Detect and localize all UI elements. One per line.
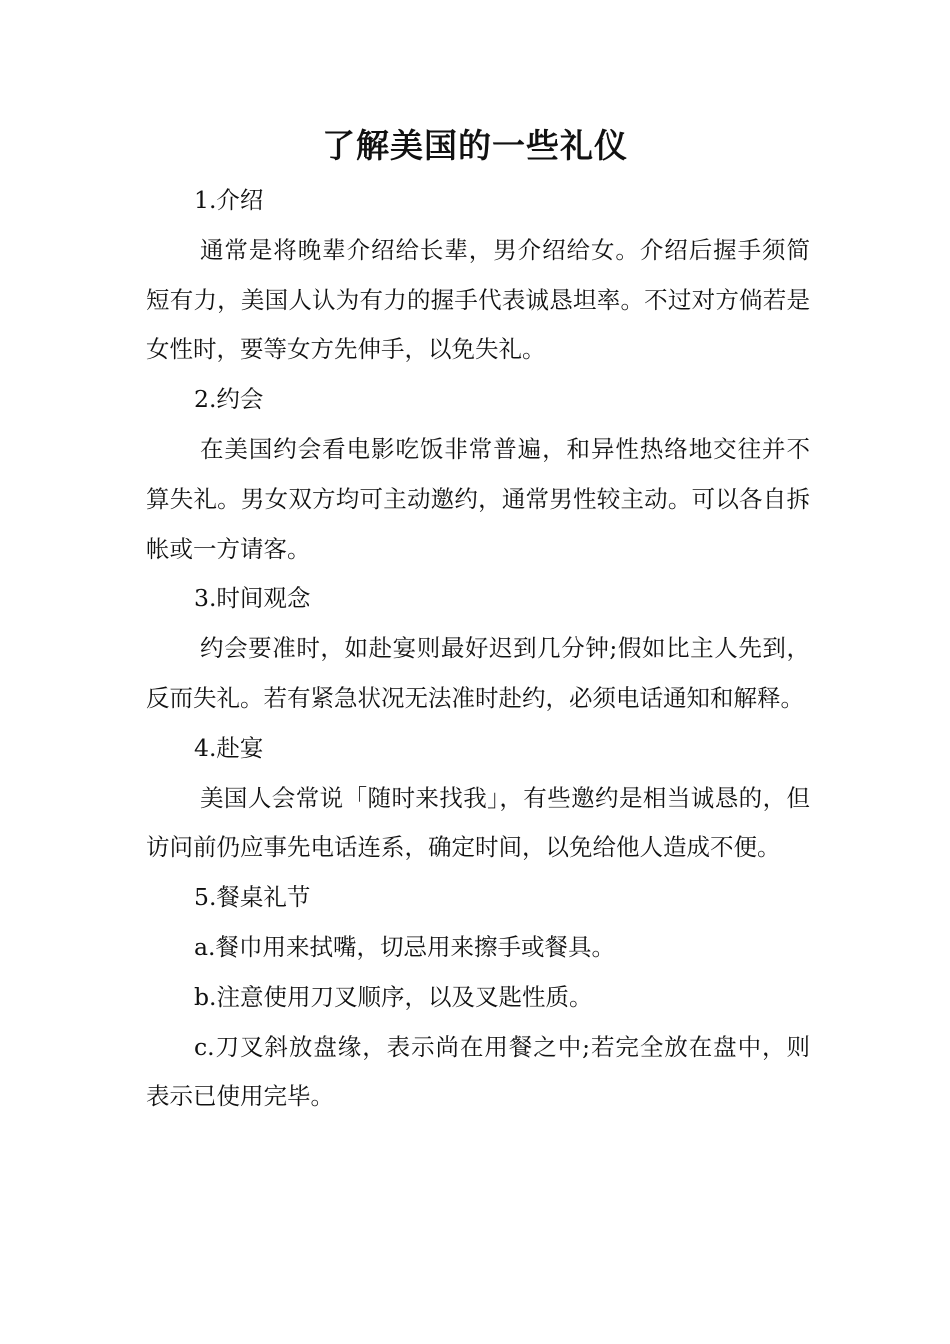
- list-item: c.刀叉斜放盘缘，表示尚在用餐之中;若完全放在盘中，则表示已使用完毕。: [146, 1032, 810, 1111]
- section-body-time: 约会要准时，如赴宴则最好迟到几分钟;假如比主人先到，反而失礼。若有紧急状况无法准时赴约，必须电话通知和解释。: [146, 634, 810, 712]
- section-heading-introduction: 1.介绍: [194, 186, 264, 214]
- list-item: a.餐巾用来拭嘴，切忌用来擦手或餐具。: [194, 932, 615, 961]
- section-heading-dating: 2.约会: [194, 385, 264, 414]
- section-body-banquet: 美国人会常说「随时来找我」，有些邀约是相当诚恳的，但访问前仍应事先电话连系，确定时间，以免给他人造成不便。: [146, 783, 810, 862]
- page-title: 了解美国的一些礼仪: [322, 126, 628, 165]
- section-body-introduction: 通常是将晚辈介绍给长辈，男介绍给女。介绍后握手须简短有力，美国人认为有力的握手代表诚恳坦率。不过对方倘若是女性时，要等女方先伸手，以免失礼。: [146, 235, 810, 364]
- document-body: [146, 176, 810, 1122]
- section-body-dating: 在美国约会看电影吃饭非常普遍，和异性热络地交往并不算失礼。男女双方均可主动邀约，通常男性较主动。可以各自拆帐或一方请客。: [146, 434, 810, 563]
- list-item: b.注意使用刀叉顺序，以及叉匙性质。: [194, 982, 593, 1011]
- section-heading-table-manners: 5.餐桌礼节: [194, 883, 311, 912]
- section-heading-time: 3.时间观念: [194, 584, 311, 613]
- section-heading-banquet: 4.赴宴: [194, 733, 264, 762]
